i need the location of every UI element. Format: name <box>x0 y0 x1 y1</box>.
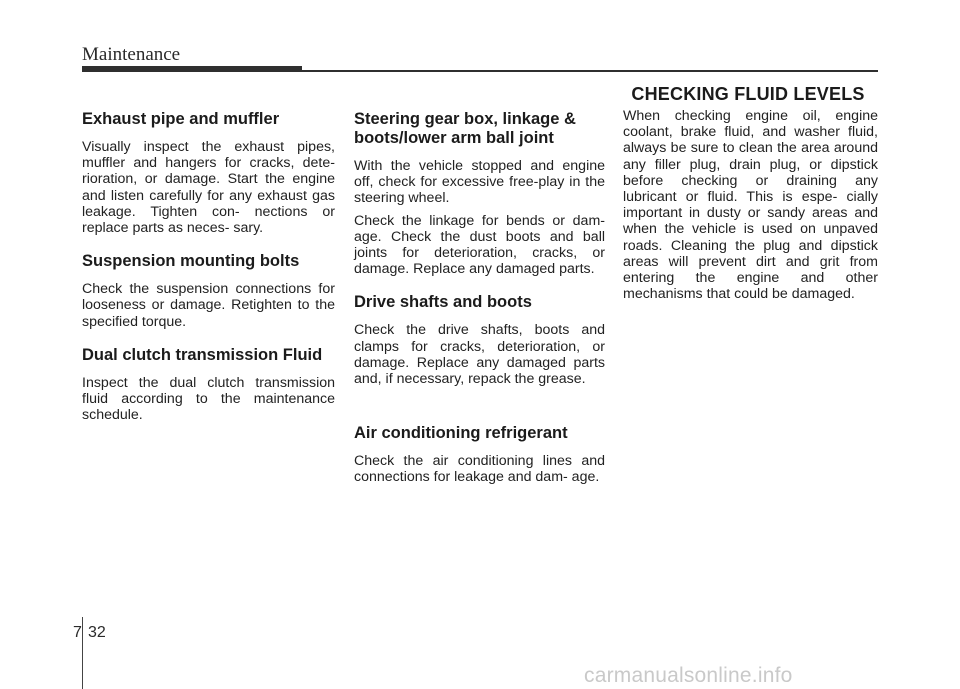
fluid-levels-text: When checking engine oil, engine coolant, brake fluid, and washer fluid, always be sure to clean the area around any filler plug, drain plug, or dipstick before checking or draining any lubricant or fluid. This is espe- cially important in dusty or sandy areas and when the vehicle is used on unpaved roads. Cleaning the plug and dipstick areas will prevent dirt and grit from entering the engine and other mechanisms that could be damaged. <box>623 108 878 303</box>
exhaust-section <box>82 110 335 236</box>
suspension-heading: Suspension mounting bolts <box>82 252 300 271</box>
drive-shafts-section <box>354 293 605 387</box>
page-number: 32 <box>88 624 106 641</box>
column-1 <box>82 110 335 439</box>
transmission-section <box>82 346 335 424</box>
chapter-number: 7 <box>73 624 82 641</box>
steering-text-2: Check the linkage for bends or dam- age. Check the dust boots and ball joints for deterioration, cracks, or damage. Replace any damaged parts. <box>354 212 605 278</box>
transmission-heading: Dual clutch transmission Fluid <box>82 345 323 364</box>
refrigerant-section <box>354 424 605 485</box>
watermark: carmanualsonline.info <box>584 664 793 687</box>
steering-text-1: With the vehicle stopped and engine off, check for excessive free-play in the steering wheel. <box>354 158 605 207</box>
drive-shafts-heading: Drive shafts and boots <box>354 293 532 312</box>
suspension-text: Check the suspension connections for looseness or damage. Retighten to the specified torque. <box>82 281 335 330</box>
suspension-section <box>82 252 335 330</box>
footer-rule <box>82 617 83 689</box>
steering-section <box>354 110 605 277</box>
column-2 <box>354 110 605 502</box>
section-title: CHECKING FLUID LEVELS <box>631 84 865 104</box>
header-title: Maintenance <box>82 44 181 65</box>
drive-shafts-text: Check the drive shafts, boots and clamps for cracks, deterioration, or damage. Replace any damaged parts and, if necessary, repack the grease. <box>354 322 605 388</box>
refrigerant-text: Check the air conditioning lines and connections for leakage and dam- age. <box>354 453 605 486</box>
refrigerant-heading: Air conditioning refrigerant <box>354 424 568 443</box>
transmission-text: Inspect the dual clutch transmission fluid according to the maintenance schedule. <box>82 374 335 424</box>
header-rule <box>300 70 878 72</box>
steering-heading: Steering gear box, linkage & boots/lower arm ball joint <box>354 110 576 147</box>
exhaust-heading: Exhaust pipe and muffler <box>82 110 280 128</box>
exhaust-text: Visually inspect the exhaust pipes, muffler and hangers for cracks, dete- rioration, or damage. Start the engine and listen carefully for any exhaust gas leakage. Tighten con- nections or replace parts as neces- sary. <box>82 139 335 237</box>
header-bar <box>82 66 302 72</box>
section-banner <box>618 84 878 106</box>
column-3 <box>623 108 878 302</box>
